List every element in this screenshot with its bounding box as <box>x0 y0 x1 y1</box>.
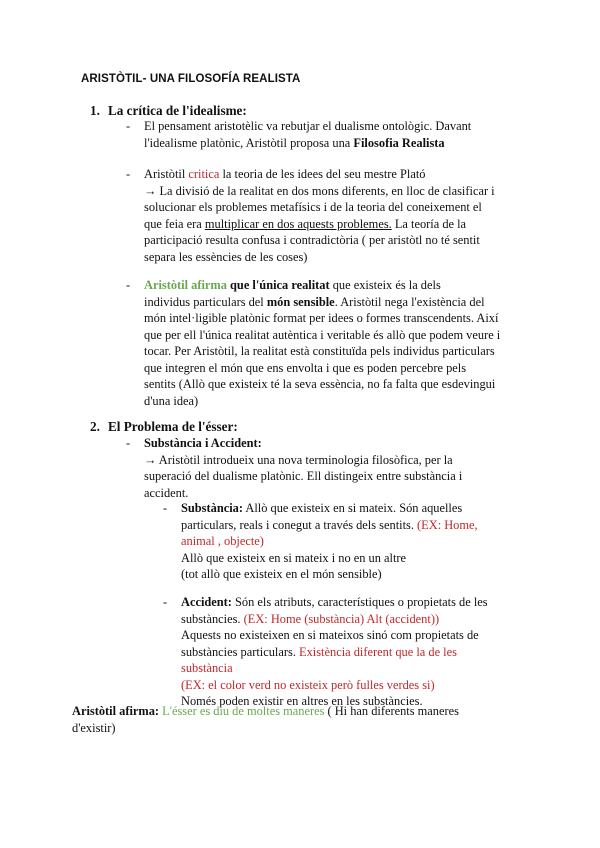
text-line: (tot allò que existeix en el món sensible) <box>181 567 382 581</box>
critica-term: critica <box>188 167 220 181</box>
text-line: participació resulta confusa i contradictòria ( per aristòtl no té sentit <box>144 233 480 247</box>
section-2-heading: El Problema de l'ésser: <box>108 419 238 434</box>
text-line: Només poden existir en altres en les substàncies. <box>181 694 423 708</box>
text-line: substàncies particulars. Existència diferent que la de les <box>181 644 457 659</box>
text-line: superació del dualisme platònic. Ell distingeix entre substància i <box>144 469 463 483</box>
conclusion-quote: L'ésser es diu de moltes maneres <box>159 704 325 718</box>
text-line: substàncies. (EX: Home (substància) Alt (accident)) <box>181 611 440 626</box>
text-line: particulars, reals i conegut a través dels sentits. (EX: Home, <box>181 517 478 532</box>
bullet-afirma <box>144 277 500 409</box>
text-line: món intel·ligible platònic format per idees o formes transcendents. Així <box>144 311 499 325</box>
aristotil-afirma-term: Aristòtil afirma <box>144 278 227 292</box>
conclusion-label: Aristòtil afirma: <box>72 704 160 718</box>
text-line: Aquests no existeixen en si mateixos sinó com propietats de <box>181 628 479 642</box>
text-line: Aristòtil afirma: L'ésser es diu de moltes maneres ( Hi han diferents maneres <box>72 704 459 718</box>
bullet-marker: - <box>126 436 131 450</box>
text-line: que per ell l'única realitat autèntica i veritable és allò que podem veure i <box>144 327 501 342</box>
substancia-term: Substància: <box>181 501 243 515</box>
bullet-substancia-accident <box>144 435 462 501</box>
mon-sensible-term: món sensible <box>266 294 335 309</box>
text-line: Allò que existeix en si mateix i no en un altre <box>181 550 407 565</box>
text-line: sentits (Allò que existeix té la seva essència, no fa falta que esdevingui <box>144 377 496 391</box>
subheading: Substància i Accident: <box>144 436 262 450</box>
bullet-rejects-dualism <box>144 118 471 151</box>
accident-definition <box>181 594 488 710</box>
text-line: → Aristòtil introdueix una nova terminologia filosòfica, per la <box>144 452 453 467</box>
bullet-marker: - <box>126 167 131 181</box>
text-line: Substància: Allò que existeix en si mateix. Són aquelles <box>181 501 463 515</box>
page-title: ARISTÒTIL- UNA FILOSOFÍA REALISTA <box>81 73 301 85</box>
text-line: Accident: Són els atributs, característiques o propietats de les <box>181 595 488 609</box>
text-line: que integren el món que ens envolta i que es poden percebre pels <box>144 360 467 375</box>
text-line: → La divisió de la realitat en dos mons diferents, en lloc de clasificar i <box>144 183 495 198</box>
text-line: l'idealisme platònic, Aristòtil proposa una Filosofia Realista <box>144 135 445 150</box>
text-line: accident. <box>144 485 189 500</box>
section-2-number: 2. <box>90 419 100 434</box>
text-line: Aristòtil critica la teoria de les idees del seu mestre Plató <box>144 167 426 181</box>
text-line: d'una idea) <box>144 393 199 408</box>
text-line: Aristòtil afirma que l'única realitat que existeix és la dels <box>144 278 441 292</box>
text-line: substància <box>181 661 233 675</box>
text-line: tocar. Per Aristòtil, la realitat està constituïda pels individus particulars <box>144 344 495 358</box>
text-line: El pensament aristotèlic va rebutjar el dualisme ontològic. Davant <box>144 119 472 133</box>
underlined-phrase: multiplicar en dos aquests problemes. <box>204 216 392 231</box>
text-line: d'existir) <box>72 720 116 735</box>
bullet-marker: - <box>163 595 168 609</box>
substancia-definition <box>181 500 478 583</box>
text-line: (EX: el color verd no existeix però fulles verdes si) <box>181 677 435 692</box>
filosofia-realista-term: Filosofia Realista <box>353 135 445 150</box>
text-line: separa les essències de les coses) <box>144 249 308 264</box>
bullet-critica <box>144 166 495 265</box>
accident-term: Accident: <box>181 595 232 609</box>
text-line: individus particulars del món sensible. Aristòtil nega l'existència del <box>144 294 485 309</box>
conclusion <box>72 703 459 736</box>
bullet-marker: - <box>163 501 168 515</box>
section-1-number: 1. <box>90 103 100 118</box>
text-line: animal , objecte) <box>181 534 264 548</box>
bullet-marker: - <box>126 119 131 133</box>
text-line: que feia era multiplicar en dos aquests problemes. La teoría de la <box>144 216 467 231</box>
text-line: solucionar els problemes metafísics i de la teoria del coneixement el <box>144 200 482 214</box>
section-1-heading: La crítica de l'idealisme: <box>108 103 247 118</box>
bullet-marker: - <box>126 278 131 292</box>
